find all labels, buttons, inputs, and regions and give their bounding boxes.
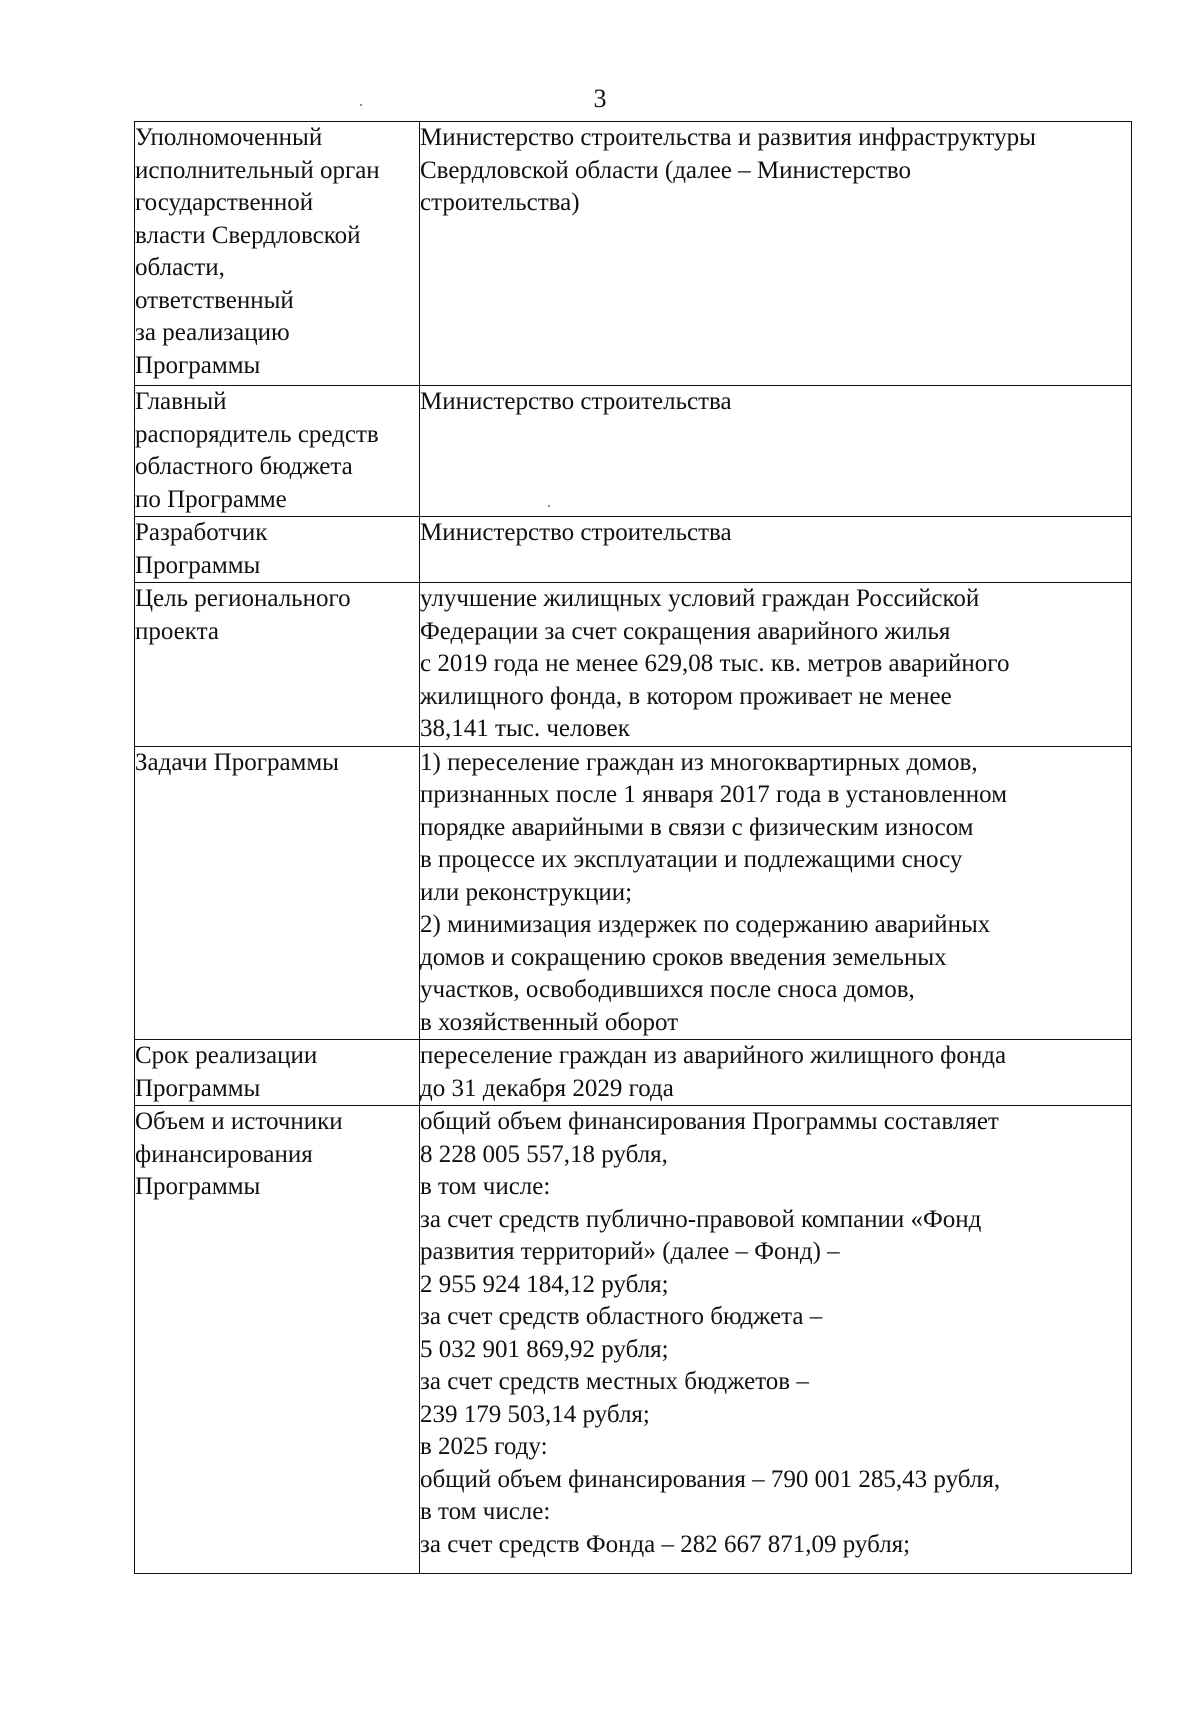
row-label-line: распорядитель средств	[135, 420, 379, 448]
row-label-line: Срок реализации	[135, 1042, 318, 1069]
table-row-developer	[135, 517, 1132, 583]
row-value-line: общий объем финансирования Программы составляет	[420, 1108, 999, 1135]
row-label-line: Программы	[135, 351, 261, 379]
row-value-line: участков, освободившихся после сноса домов,	[420, 976, 915, 1003]
row-value-line: Министерство строительства	[420, 519, 732, 546]
row-value-line: до 31 декабря 2029 года	[420, 1074, 674, 1102]
row-label-line: Разработчик	[135, 519, 268, 546]
row-value-line: домов и сокращению сроков введения земельных	[420, 943, 947, 971]
row-value-line: Министерство строительства и развития инфраструктуры	[420, 124, 1036, 151]
row-value-cell	[420, 386, 1132, 517]
table-row-implementation-term	[135, 1040, 1132, 1106]
row-label-cell	[135, 583, 420, 747]
row-label-line: Главный	[135, 388, 227, 415]
row-label-line: по Программе	[135, 485, 287, 513]
row-label-line: Задачи Программы	[135, 748, 339, 776]
row-value-line: 38,141 тыс. человек	[420, 715, 630, 742]
row-label-line: Программы	[135, 1173, 261, 1200]
row-value-line: за счет средств публично-правовой компании «Фонд	[420, 1205, 982, 1233]
row-value-line: за счет средств местных бюджетов –	[420, 1368, 809, 1395]
row-label-line: финансирования	[135, 1140, 313, 1168]
row-value-line: 239 179 503,14 рубля;	[420, 1400, 650, 1428]
row-value-cell	[420, 1040, 1132, 1106]
row-value-line: или реконструкции;	[420, 878, 633, 906]
row-value-line: 2 955 924 184,12 рубля;	[420, 1270, 669, 1298]
row-label-line: Объем и источники	[135, 1108, 343, 1135]
row-value-cell	[420, 122, 1132, 386]
table-row-authorized-body	[135, 122, 1132, 386]
row-value-line: в том числе:	[420, 1498, 551, 1525]
row-value-cell	[420, 583, 1132, 747]
row-label-line: Цель регионального	[135, 585, 351, 612]
row-label-cell	[135, 746, 420, 1040]
row-value-line: переселение граждан из аварийного жилищного фонда	[420, 1042, 1007, 1069]
row-value-line: 2) минимизация издержек по содержанию аварийных	[420, 911, 991, 938]
row-value-line: порядке аварийными в связи с физическим износом	[420, 813, 974, 841]
row-label-line: власти Свердловской	[135, 221, 361, 249]
row-value-line: Свердловской области (далее – Министерство	[420, 156, 912, 184]
row-value-line: развития территорий» (далее – Фонд) –	[420, 1238, 840, 1265]
row-label-line: Программы	[135, 1074, 261, 1102]
row-label-line: Программы	[135, 551, 261, 579]
row-label-line: исполнительный орган	[135, 156, 380, 184]
table-row-budget-administrator	[135, 386, 1132, 517]
scan-speck	[360, 104, 362, 106]
row-label-line: Уполномоченный	[135, 124, 323, 151]
row-value-line: общий объем финансирования – 790 001 285,43 рубля,	[420, 1465, 1001, 1493]
row-value-line: 1) переселение граждан из многоквартирных домов,	[420, 748, 978, 776]
row-value-cell	[420, 746, 1132, 1040]
table-body	[135, 122, 1132, 1574]
row-label-cell	[135, 517, 420, 583]
row-value-line: строительства)	[420, 189, 580, 216]
row-label-line: ответственный	[135, 286, 294, 314]
row-value-line: Федерации за счет сокращения аварийного жилья	[420, 617, 951, 645]
table-row-financing	[135, 1106, 1132, 1574]
page-number: 3	[593, 84, 607, 113]
row-value-line: улучшение жилищных условий граждан Российской	[420, 585, 980, 612]
table-row-program-tasks	[135, 746, 1132, 1040]
row-value-cell	[420, 517, 1132, 583]
row-value-line: с 2019 года не менее 629,08 тыс. кв. метров аварийного	[420, 650, 1010, 677]
row-value-cell	[420, 1106, 1132, 1574]
row-value-line: 5 032 901 869,92 рубля;	[420, 1335, 669, 1363]
row-label-cell	[135, 1040, 420, 1106]
scan-speck	[548, 505, 550, 507]
row-label-line: проекта	[135, 617, 219, 645]
row-value-line: в том числе:	[420, 1173, 551, 1200]
row-value-line: признанных после 1 января 2017 года в установленном	[420, 781, 1008, 808]
row-value-line: в процессе их эксплуатации и подлежащими сносу	[420, 846, 963, 873]
row-value-line: в 2025 году:	[420, 1433, 548, 1460]
row-value-line: жилищного фонда, в котором проживает не менее	[420, 682, 952, 710]
row-label-line: государственной	[135, 189, 314, 216]
row-label-line: области,	[135, 254, 225, 281]
row-label-cell	[135, 122, 420, 386]
row-label-cell	[135, 386, 420, 517]
row-value-line: за счет средств Фонда – 282 667 871,09 рубля;	[420, 1530, 911, 1558]
row-value-line: за счет средств областного бюджета –	[420, 1303, 823, 1330]
row-label-line: областного бюджета	[135, 453, 353, 480]
program-passport-table	[134, 121, 1132, 1574]
row-label-line: за реализацию	[135, 319, 290, 346]
row-value-line: 8 228 005 557,18 рубля,	[420, 1140, 668, 1168]
row-value-line: Министерство строительства	[420, 388, 732, 415]
table-row-project-goal	[135, 583, 1132, 747]
row-label-cell	[135, 1106, 420, 1574]
row-value-line: в хозяйственный оборот	[420, 1008, 679, 1036]
